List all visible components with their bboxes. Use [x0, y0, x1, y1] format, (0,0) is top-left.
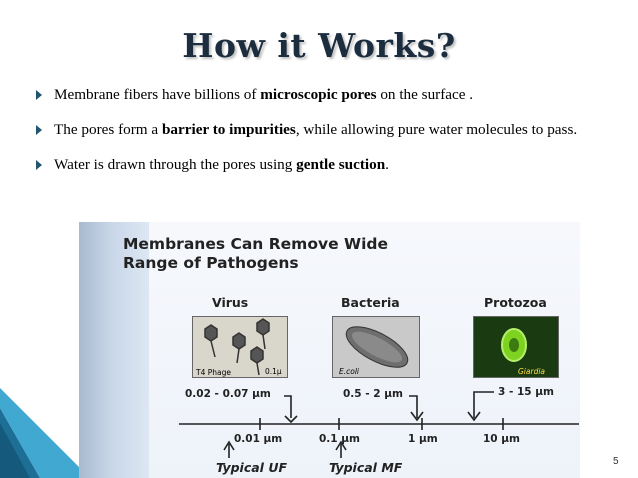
- decorative-corner-graphic: [0, 388, 90, 478]
- bullet-text: Water is drawn through the pores using: [54, 156, 297, 173]
- bullet-text: Membrane fibers have billions of: [54, 86, 261, 103]
- virus-size-range: 0.02 - 0.07 μm: [185, 388, 271, 400]
- figure-title-line-1: Membranes Can Remove Wide: [123, 235, 388, 253]
- bullet-list: [36, 86, 621, 191]
- bullet-item-2: [36, 121, 621, 138]
- bullet-bold-text: barrier to impurities: [161, 121, 296, 138]
- page-number: 5: [613, 456, 619, 467]
- bullet-arrow-icon: [36, 125, 42, 135]
- scale-tick-10: 10 μm: [483, 433, 520, 445]
- bullet-arrow-icon: [36, 90, 42, 100]
- typical-uf-label: Typical UF: [216, 460, 288, 475]
- pathogen-figure: [79, 222, 580, 478]
- virus-scale-caption: 0.1μ: [265, 367, 282, 376]
- scale-tick-0-01: 0.01 μm: [234, 433, 283, 445]
- scale-tick-0-1: 0.1 μm: [319, 433, 360, 445]
- bullet-arrow-icon: [36, 160, 42, 170]
- bullet-text: .: [385, 156, 389, 173]
- bullet-text: on the surface .: [376, 86, 474, 103]
- scale-tick-1: 1 μm: [408, 433, 438, 445]
- bacteria-label: Bacteria: [341, 295, 400, 310]
- slide-title: How it Works?: [182, 26, 456, 65]
- virus-caption: T4 Phage: [196, 368, 231, 377]
- bullet-bold-text: microscopic pores: [260, 86, 377, 103]
- bullet-text: , while allowing pure water molecules to pass.: [295, 121, 578, 138]
- typical-mf-label: Typical MF: [329, 460, 403, 475]
- bullet-text: The pores form a: [54, 121, 162, 138]
- protozoa-label: Protozoa: [484, 295, 547, 310]
- protozoa-size-range: 3 - 15 μm: [498, 386, 554, 398]
- bullet-item-3: [36, 156, 621, 173]
- virus-label: Virus: [212, 295, 249, 310]
- protozoa-caption: Giardia: [518, 367, 546, 376]
- bullet-bold-text: gentle suction: [296, 156, 386, 173]
- figure-title-line-2: Range of Pathogens: [123, 254, 299, 272]
- bacteria-caption: E.coli: [339, 367, 360, 376]
- bacteria-size-range: 0.5 - 2 μm: [343, 388, 403, 400]
- bullet-item-1: [36, 86, 621, 103]
